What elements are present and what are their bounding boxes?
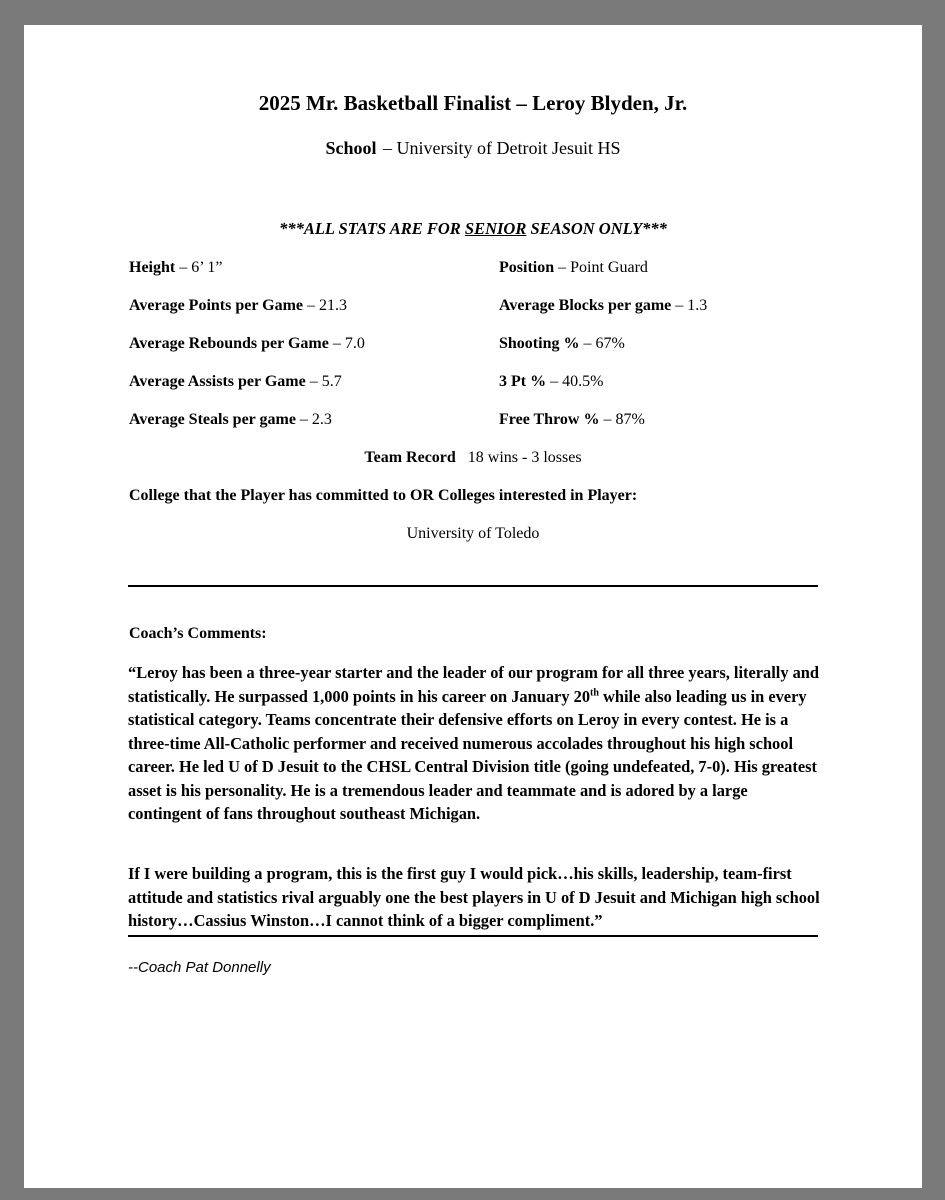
stat-label: Average Assists per Game [129,373,306,390]
page-title: 2025 Mr. Basketball Finalist – Leroy Blyden, Jr. [258,91,688,115]
stat-free-throw [499,411,645,429]
stat-position [499,259,648,277]
school-label: School [325,138,377,158]
stat-label: Free Throw % [499,411,600,428]
comments-heading-text: Coach’s Comments: [129,625,267,642]
stat-three-pt [499,373,603,391]
stat-value: – 67% [583,335,625,352]
school-value: University of Detroit Jesuit HS [396,138,621,158]
college-question-text: College that the Player has committed to OR Colleges interested in Player: [129,487,638,504]
stat-label: Average Steals per game [129,411,296,428]
team-record [24,449,922,467]
college-answer: University of Toledo [406,525,540,542]
stat-value: – 7.0 [332,335,365,352]
notice-text-after: SEASON ONLY*** [526,219,667,238]
school-line [24,138,922,159]
stat-points [129,297,347,315]
stat-value: – Point Guard [558,259,648,276]
senior-season-notice [24,219,922,239]
comment-paragraph-1 [128,661,820,826]
stat-blocks [499,297,707,315]
stat-height [129,259,222,277]
team-record-label: Team Record [364,449,456,466]
stat-value: – 21.3 [307,297,348,314]
stat-value: – 87% [603,411,645,428]
comments-heading [129,625,267,643]
stat-rebounds [129,335,365,353]
school-separator: – [383,138,393,158]
team-record-value: 18 wins - 3 losses [467,449,582,466]
college-question [129,487,637,505]
stat-label: Average Rebounds per Game [129,335,329,352]
stat-shooting [499,335,625,353]
notice-text-before: ***ALL STATS ARE FOR [279,219,465,238]
stat-label: 3 Pt % [499,373,547,390]
stat-value: – 2.3 [299,411,332,428]
comment-text: while also leading us in every statistical category. Teams concentrate their defensive efforts on Leroy in every contest. He is a three-time All-Catholic performer and received numerous accolades throughout his high school career. He led U of D Jesuit to the CHSL Central Division title (going undefeated, 7-0). His greatest asset is his personality. He is a tremendous leader and teammate and is adored by a large contingent of fans throughout southeast Michigan. [128,686,817,823]
stat-label: Average Blocks per game [499,297,672,314]
comment-text: If I were building a program, this is the first guy I would pick…his skills, leadership, team-first attitude and statistics rival arguably one the best players in U of D Jesuit and Michigan high school history…Cassius Winston…I cannot think of a bigger compliment.” [128,864,820,930]
stat-label: Height [129,259,176,276]
stat-value: – 1.3 [675,297,708,314]
comments-end-divider [128,935,818,937]
stat-label: Shooting % [499,335,580,352]
comment-text: “Leroy has been a three-year starter and the leader of our program for all three years, literally and statistically. He surpassed 1,000 points in his career on January 20 [128,663,820,706]
notice-emphasis: SENIOR [464,219,527,238]
stat-label: Average Points per Game [129,297,304,314]
document-page [24,25,922,1188]
stat-value: – 40.5% [550,373,604,390]
stat-steals [129,411,332,429]
stat-value: – 5.7 [309,373,342,390]
ordinal-suffix: th [590,687,599,699]
stat-assists [129,373,342,391]
stat-label: Position [499,259,555,276]
section-divider [128,585,818,587]
stat-value: – 6’ 1” [179,259,223,276]
coach-signature: --Coach Pat Donnelly [128,959,271,976]
comment-paragraph-2 [128,862,820,933]
